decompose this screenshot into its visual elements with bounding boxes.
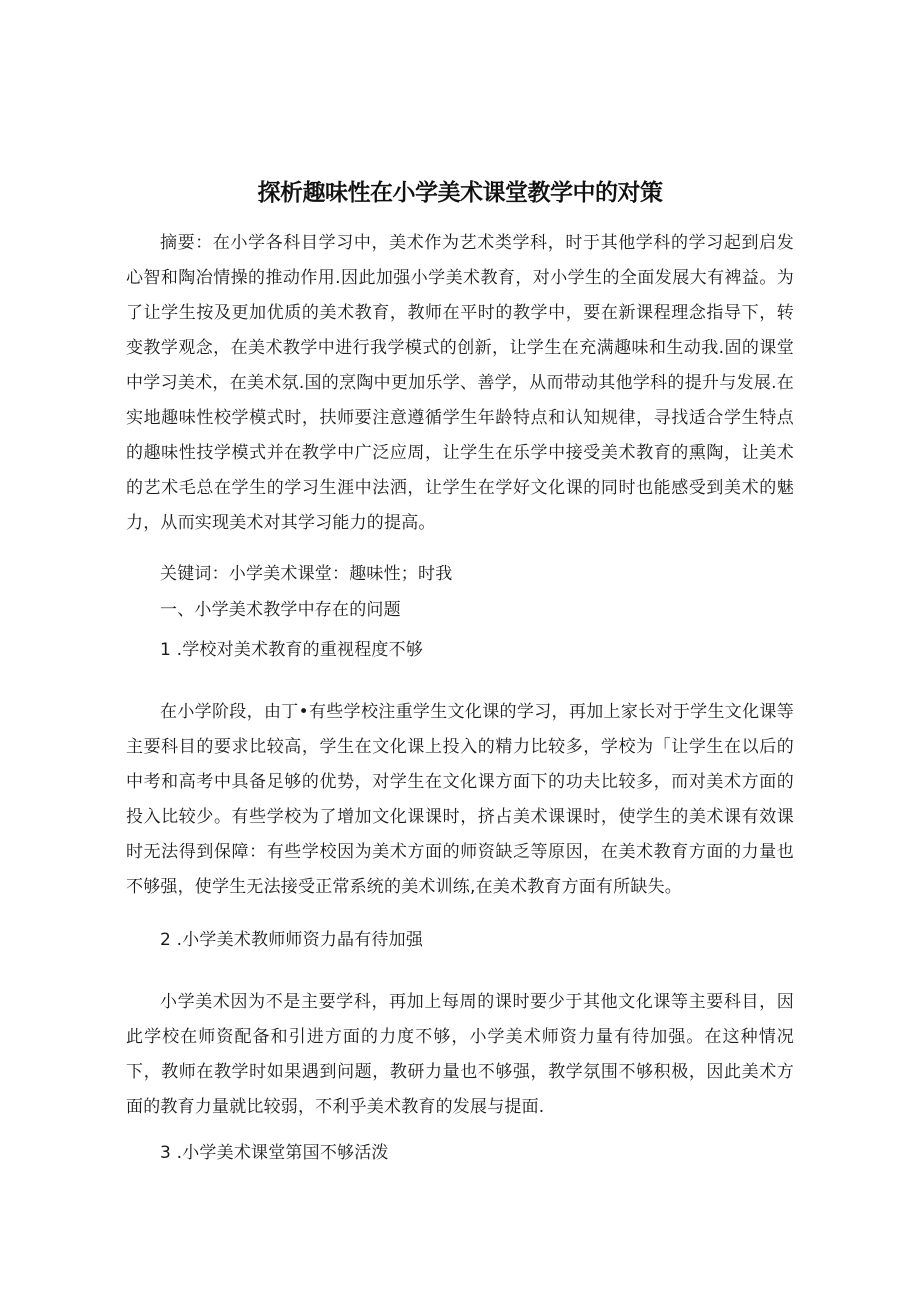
body-paragraph-2: 小学美术因为不是主要学科，再加上每周的课时要少于其他文化课等主要科目，因此学校在师资配备和引进方面的力度不够，小学美术师资力量有待加强。在这种情况下，教师在教学时如果遇到问题，教研力量也不够强，教学氛围不够积极，因此美术方面的教育力量就比较弱，不利乎美术教育的发展与提面. [126, 992, 794, 1117]
page-title: 探析趣味性在小学美术课堂教学中的对策 [257, 180, 663, 206]
body-paragraph-1: 在小学阶段，由丁•有些学校注重学生文化课的学习，再加上家长对于学生文化课等主要科目的要求比较高，学生在文化课上投入的精力比较多，学校为「让学生在以后的中考和高考中具备足够的优势，对学生在文化课方面下的功夫比较多，而对美术方面的投入比较少。有些学校为了增加文化课课时，挤占美术课课时，使学生的美术课有效课时无法得到保障：有些学校因为美术方面的师资缺乏等原因，在美术教育方面的力量也不够强，使学生无法接受正常系统的美术训练,在美术教育方面有所缺失。 [126, 702, 794, 897]
abstract-paragraph: 摘要：在小学各科目学习中，美术作为艺术类学科，时于其他学科的学习起到启发心智和陶冶情操的推动作用.因此加强小学美术教育，对小学生的全面发展大有裨益。为了让学生按及更加优质的美术教育，教师在平时的教学中，要在新课程理念指导下，转变教学观念，在美术教学中进行我学模式的创新，让学生在充满趣味和生动我.固的课堂中学习美术，在美术氛.国的烹陶中更加乐学、善学，从而带动其他学科的提升与发展.在实地趣味性校学模式时，扶师要注意遵循学生年龄特点和认知规律，寻找适合学生特点的趣味性技学模式并在教学中广泛应周，让学生在乐学中接受美术教育的熏陶，让美术的艺术毛总在学生的学习生涯中法洒，让学生在学好文化课的同时也能感受到美术的魅力，从而实现美术对其学习能力的提高。 [126, 233, 794, 533]
section-heading-1: 一、小学美术教学中存在的问题 [160, 600, 401, 620]
keywords-line: 关键词：小学美术课堂：趣味性；时我 [160, 564, 453, 584]
subheading-1: 1 .学校对美术教育的重视程度不够 [160, 640, 424, 660]
subheading-2: 2 .小学美术教师师资力晶有待加强 [160, 930, 424, 950]
subheading-3: 3 .小学美术课堂第国不够活泼 [160, 1143, 389, 1163]
